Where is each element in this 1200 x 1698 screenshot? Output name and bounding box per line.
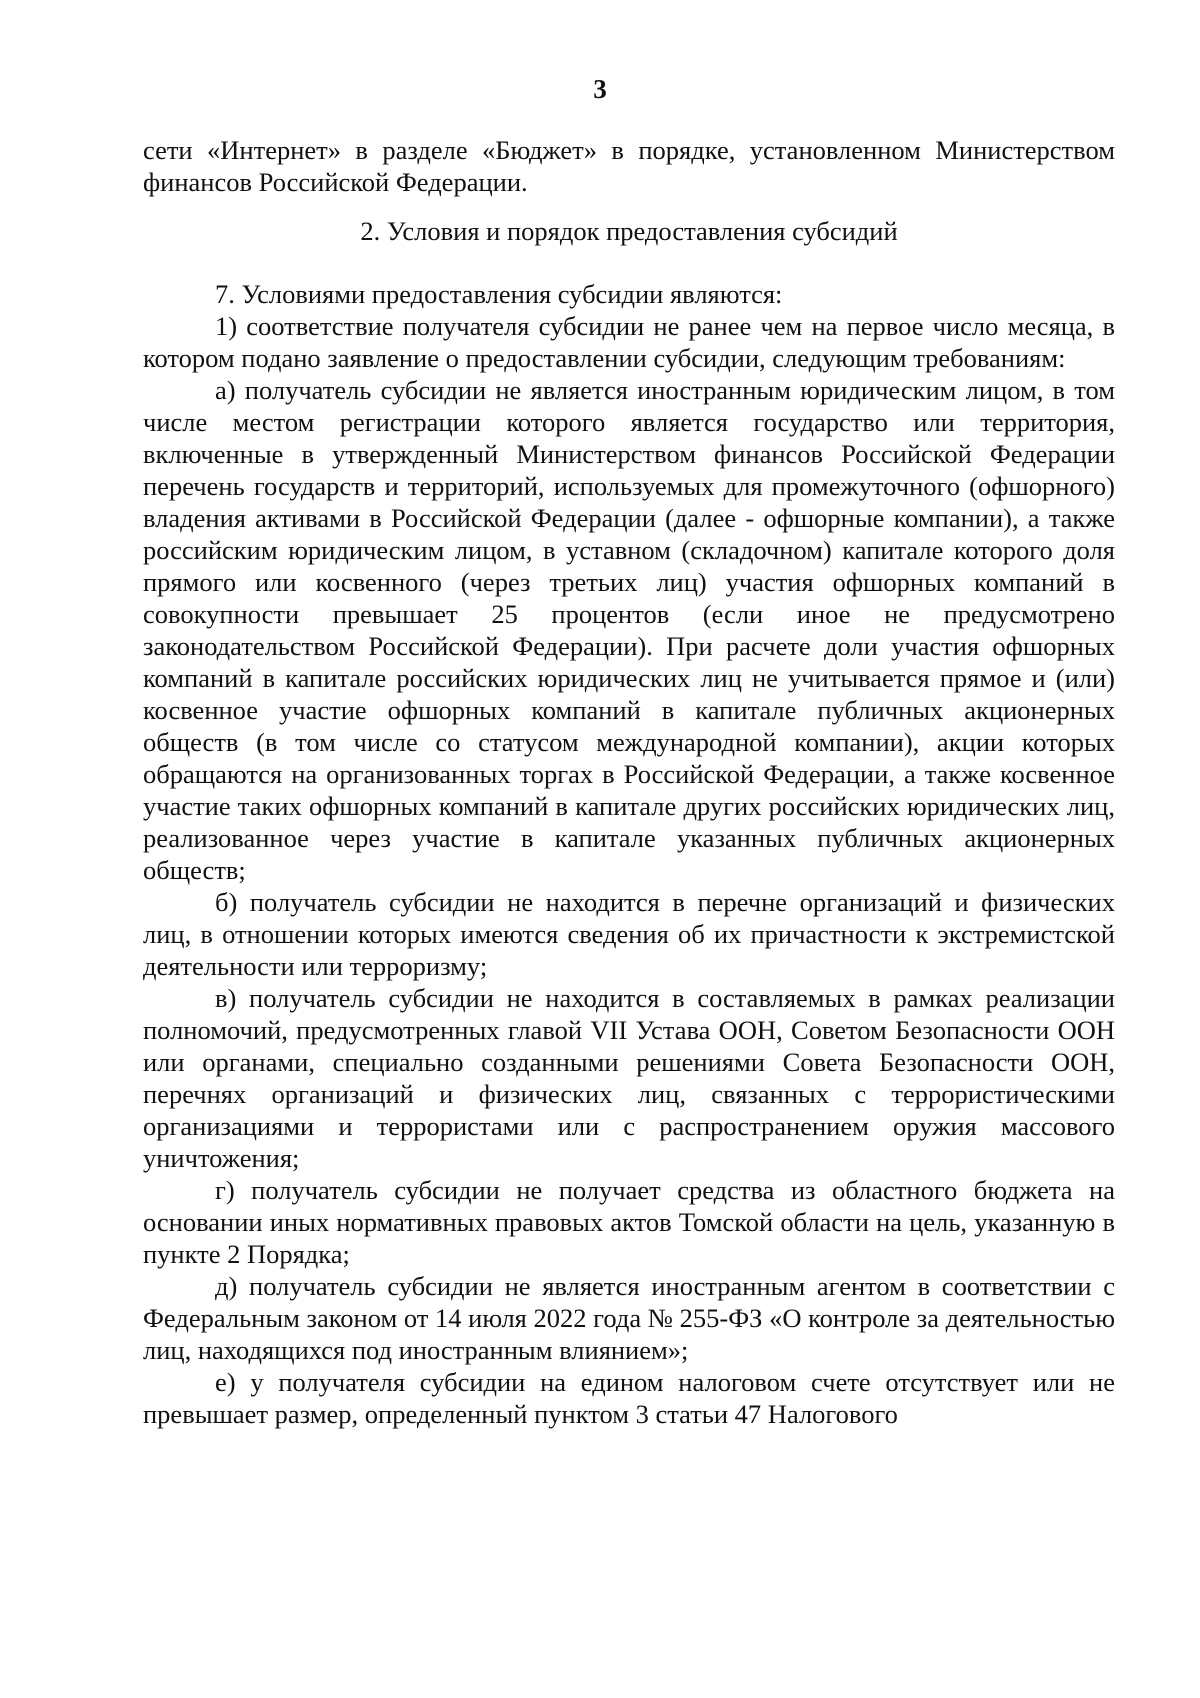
- paragraph-7: 7. Условиями предоставления субсидии являются:: [215, 279, 783, 309]
- item-1: 1) соответствие получателя субсидии не ранее чем на первое число месяца, в котором подано заявление о предоставлении субсидии, следующим требованиям:: [143, 311, 1115, 373]
- item-b: б) получатель субсидии не находится в перечне организаций и физических лиц, в отношении которых имеются сведения об их причастности к экстремистской деятельности или терроризму;: [143, 887, 1115, 981]
- intro-paragraph: сети «Интернет» в разделе «Бюджет» в порядке, установленном Министерством финансов Российской Федерации.: [143, 135, 1115, 197]
- item-a: а) получатель субсидии не является иностранным юридическим лицом, в том числе местом регистрации которого является государство или территория, включенные в утвержденный Министерством финансов Российской Федерации перечень государств и территорий, используемых для промежуточного (офшорного) владения активами в Российской Федерации (далее - офшорные компании), а также российским юридическим лицом, в уставном (складочном) капитале которого доля прямого или косвенного (через третьих лиц) участия офшорных компаний в совокупности превышает 25 процентов (если иное не предусмотрено законодательством Российской Федерации). При расчете доли участия офшорных компаний в капитале российских юридических лиц не учитывается прямое и (или) косвенное участие офшорных компаний в капитале публичных акционерных обществ (в том числе со статусом международной компании), акции которых обращаются на организованных торгах в Российской Федерации, а также косвенное участие таких офшорных компаний в капитале других российских юридических лиц, реализованное через участие в капитале указанных публичных акционерных обществ;: [143, 375, 1115, 885]
- item-g: г) получатель субсидии не получает средства из областного бюджета на основании иных нормативных правовых актов Томской области на цель, указанную в пункте 2 Порядка;: [143, 1175, 1115, 1269]
- page-number: 3: [593, 74, 607, 104]
- item-d: д) получатель субсидии не является иностранным агентом в соответствии с Федеральным законом от 14 июля 2022 года № 255-ФЗ «О контроле за деятельностью лиц, находящихся под иностранным влиянием»;: [143, 1271, 1115, 1365]
- section-heading: 2. Условия и порядок предоставления субсидий: [360, 216, 898, 246]
- item-v: в) получатель субсидии не находится в составляемых в рамках реализации полномочий, предусмотренных главой VII Устава ООН, Советом Безопасности ООН или органами, специально созданными решениями Совета Безопасности ООН, перечнях организаций и физических лиц, связанных с террористическими организациями и террористами или с распространением оружия массового уничтожения;: [143, 983, 1115, 1173]
- item-e: е) у получателя субсидии на едином налоговом счете отсутствует или не превышает размер, определенный пунктом 3 статьи 47 Налогового: [143, 1367, 1115, 1429]
- document-body: [143, 134, 1115, 1430]
